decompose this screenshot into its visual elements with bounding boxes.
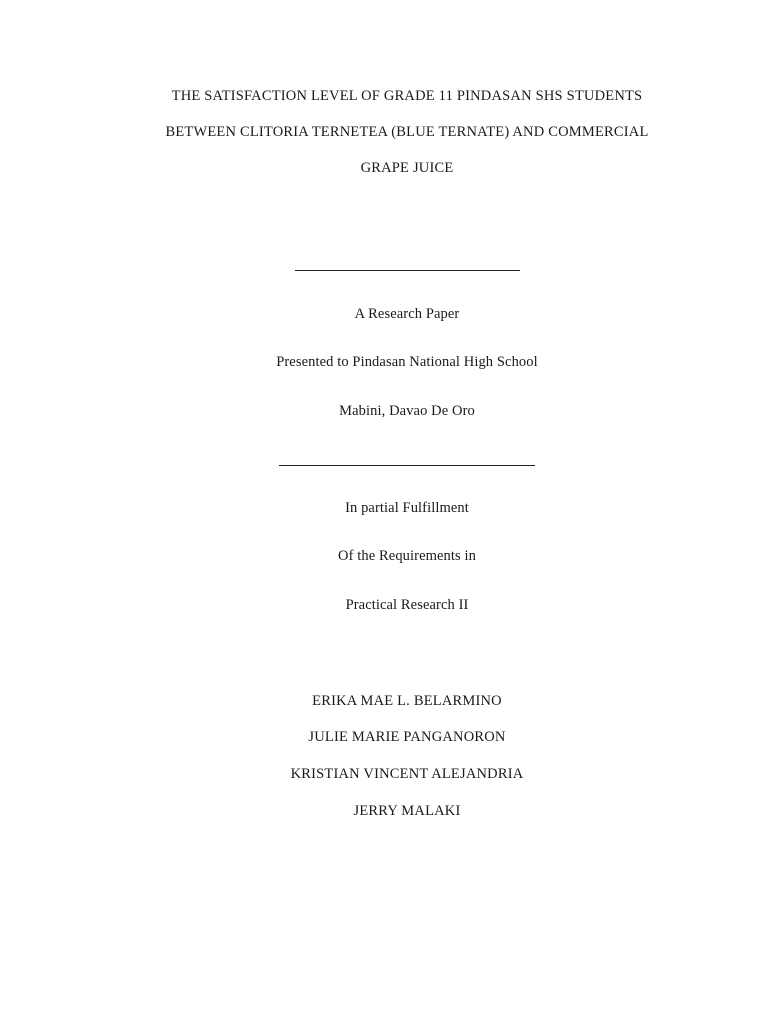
- author-name: ERIKA MAE L. BELARMINO: [312, 693, 502, 709]
- fulfillment-line-3: Practical Research II: [345, 597, 469, 613]
- author-name: JULIE MARIE PANGANORON: [308, 729, 506, 745]
- title-line-3: GRAPE JUICE: [360, 160, 454, 176]
- divider-line-2: [279, 465, 535, 466]
- fulfillment-line-2: Of the Requirements in: [338, 548, 476, 564]
- paper-type: A Research Paper: [354, 306, 460, 322]
- author-name: KRISTIAN VINCENT ALEJANDRIA: [290, 766, 524, 782]
- divider-line-1: [295, 270, 520, 271]
- fulfillment-line-1: In partial Fulfillment: [345, 500, 469, 516]
- title-line-2: BETWEEN CLITORIA TERNETEA (BLUE TERNATE) AND COMMERCIAL: [165, 124, 649, 140]
- title-line-1: THE SATISFACTION LEVEL OF GRADE 11 PINDASAN SHS STUDENTS: [171, 88, 643, 104]
- presented-to: Presented to Pindasan National High School: [276, 354, 538, 370]
- school-location: Mabini, Davao De Oro: [339, 403, 475, 419]
- author-name: JERRY MALAKI: [353, 803, 461, 819]
